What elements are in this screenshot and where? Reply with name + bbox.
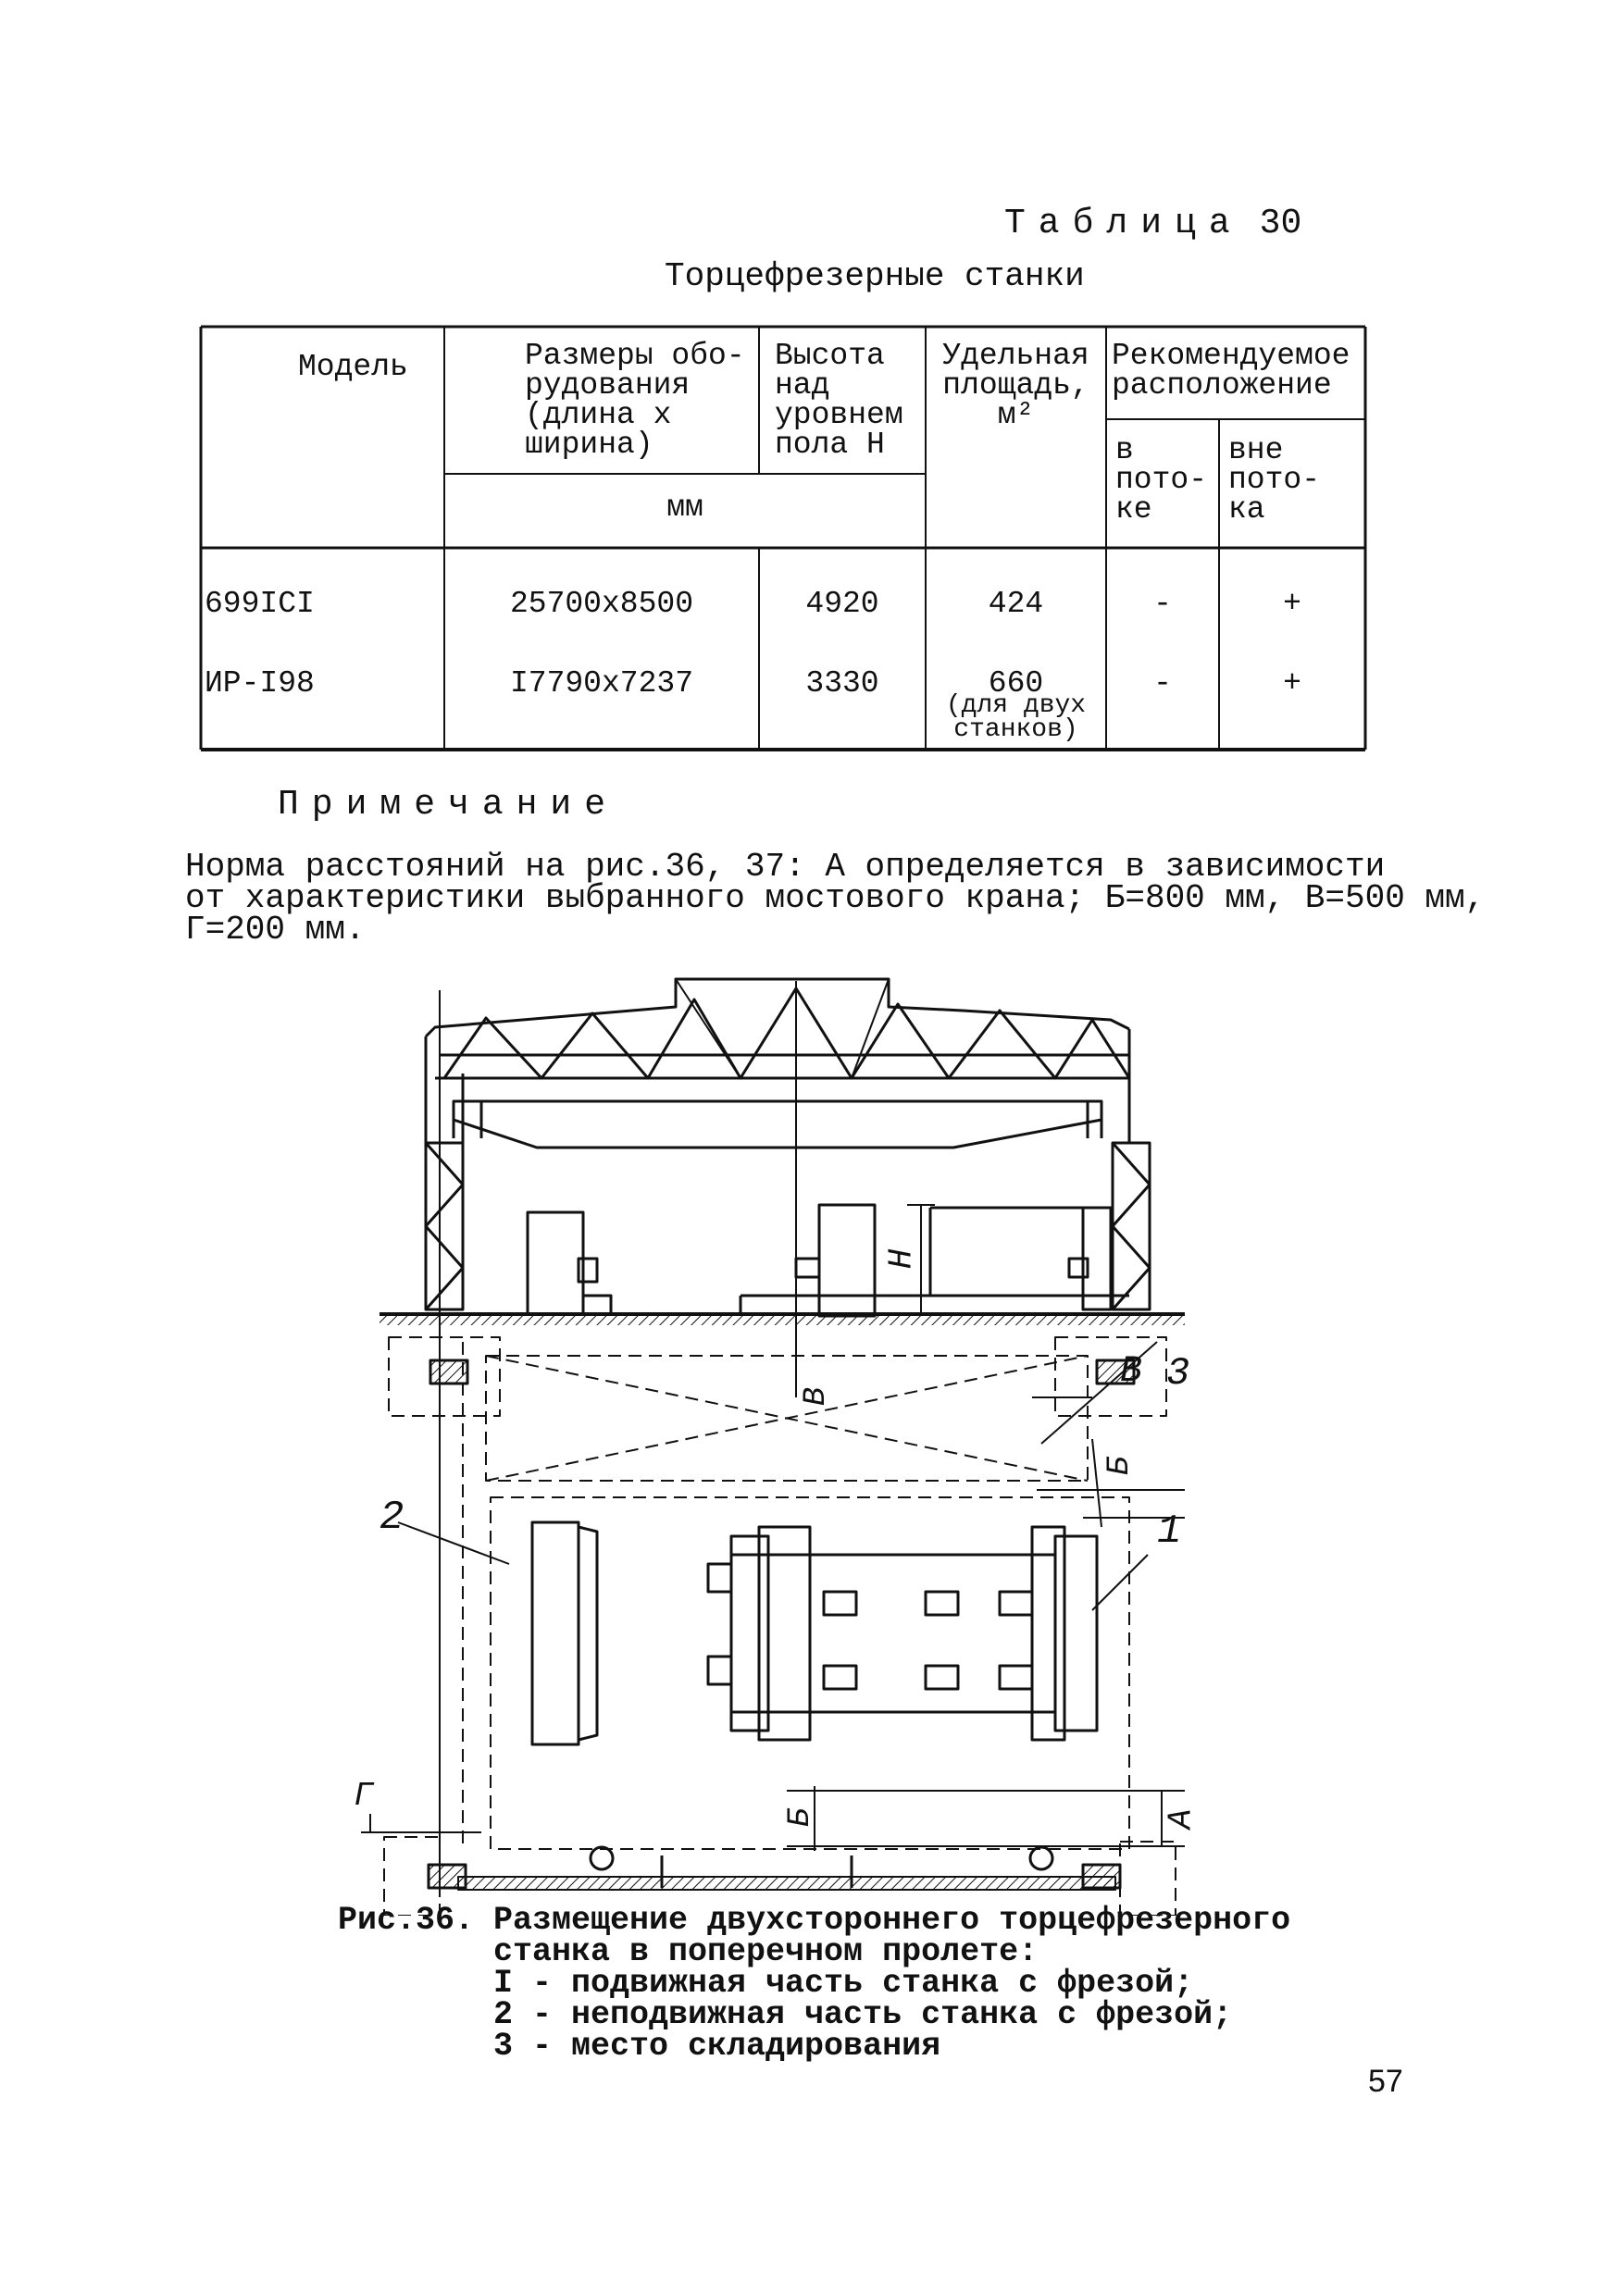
caption-line-4: 2 - неподвижная часть станка с фрезой; xyxy=(493,1996,1233,2033)
note-text xyxy=(185,848,1486,949)
table-number xyxy=(1004,204,1301,243)
label-3: 3 xyxy=(1166,1351,1190,1396)
header-model: Модель xyxy=(298,350,408,384)
label-1: 1 xyxy=(1157,1508,1182,1555)
caption-line-5: 3 - место складирования xyxy=(493,2028,941,2065)
header-area-line-1: Удельная xyxy=(942,339,1089,373)
header-dimensions-line-1: Размеры обо- xyxy=(525,339,745,373)
header-dimensions-line-4: ширина) xyxy=(525,428,653,462)
caption-line-1: Рис.36. Размещение двухстороннего торцефрезерного xyxy=(338,1902,1291,1939)
header-in-flow-line-2: пото- xyxy=(1115,463,1208,497)
header-area-unit: м² xyxy=(997,398,1035,432)
row-2-dimensions: I7790x7237 xyxy=(509,666,694,701)
label-Bsmall-right: Б xyxy=(1102,1456,1139,1476)
note-heading: Примечание xyxy=(278,785,619,825)
header-height-line-3: уровнем xyxy=(775,398,903,432)
moving-machine-part-1 xyxy=(708,1527,1097,1740)
header-dimensions-line-3: (длина х xyxy=(525,398,672,432)
caption-line-3: I - подвижная часть станка с фрезой; xyxy=(493,1965,1194,2002)
roof-truss xyxy=(426,979,1129,1078)
row-1-model: 699ICI xyxy=(205,587,315,621)
header-recommended-line-2: расположение xyxy=(1112,368,1332,403)
header-area-line-2: площадь, xyxy=(942,368,1089,403)
header-out-flow-line-2: пото- xyxy=(1228,463,1321,497)
caption-line-2: станка в поперечном пролете: xyxy=(493,1933,1039,1970)
header-height-line-4: пола Н xyxy=(775,428,885,462)
header-out-flow-line-1: вне xyxy=(1228,433,1284,467)
note-line-2: от характеристики выбранного мостового крана; Б=800 мм, В=500 мм, xyxy=(185,879,1486,917)
row-1-height: 4920 xyxy=(805,587,879,621)
table-title: Торцефрезерные станки xyxy=(665,257,1085,295)
table-number-value: 30 xyxy=(1259,204,1302,243)
page-number: 57 xyxy=(1368,2064,1403,2099)
header-out-flow-line-3: ка xyxy=(1228,492,1265,527)
label-H: Н xyxy=(882,1248,921,1270)
row-1-out-flow: + xyxy=(1283,587,1301,621)
right-column xyxy=(1113,1029,1150,1309)
header-in-flow-line-1: в xyxy=(1115,433,1134,467)
label-A: А xyxy=(1162,1808,1201,1830)
row-2-height: 3330 xyxy=(805,666,879,701)
hatched-column-bases xyxy=(429,1360,1134,1890)
header-in-flow-line-3: ке xyxy=(1115,492,1152,527)
plan-dimension-lines xyxy=(361,1397,1185,1851)
floor-line xyxy=(380,1314,1185,1325)
row-2-model: ИР-I98 xyxy=(205,666,315,701)
row-1-in-flow: - xyxy=(1153,587,1172,621)
note-line-1: Норма расстояний на рис.36, 37: А определяется в зависимости xyxy=(185,848,1386,886)
header-dimensions-line-2: рудования xyxy=(525,368,691,403)
label-B-top: В xyxy=(799,1386,835,1407)
table-label: Таблица xyxy=(1004,204,1243,243)
header-unit: мм xyxy=(666,490,703,525)
label-G: Г xyxy=(354,1777,374,1815)
layout-drawing xyxy=(352,962,1370,1916)
label-2: 2 xyxy=(380,1495,404,1541)
header-height-line-2: над xyxy=(775,368,830,403)
machine-elevation xyxy=(528,1205,1129,1316)
data-table xyxy=(199,324,1367,754)
overhead-crane xyxy=(454,1101,1101,1148)
figure-caption xyxy=(338,1902,1291,2065)
header-recommended-line-1: Рекомендуемое xyxy=(1112,339,1350,373)
row-2-area: 660 xyxy=(988,666,1044,701)
label-B-right: В xyxy=(1120,1351,1143,1393)
note-line-3: Г=200 мм. xyxy=(185,911,366,949)
layout-figure xyxy=(352,962,1370,1916)
plan-dashed-outlines xyxy=(384,1337,1176,1916)
label-Bsmall-bottom: Б xyxy=(783,1807,819,1828)
row-2-out-flow: + xyxy=(1283,666,1301,701)
header-height-line-1: Высота xyxy=(775,339,885,373)
fixed-machine-part-2 xyxy=(532,1522,597,1744)
row-2-in-flow: - xyxy=(1153,666,1172,701)
row-2-area-note: (для двух станков) xyxy=(945,691,1087,744)
row-1-dimensions: 25700x8500 xyxy=(509,587,694,621)
row-1-area: 424 xyxy=(988,587,1044,621)
